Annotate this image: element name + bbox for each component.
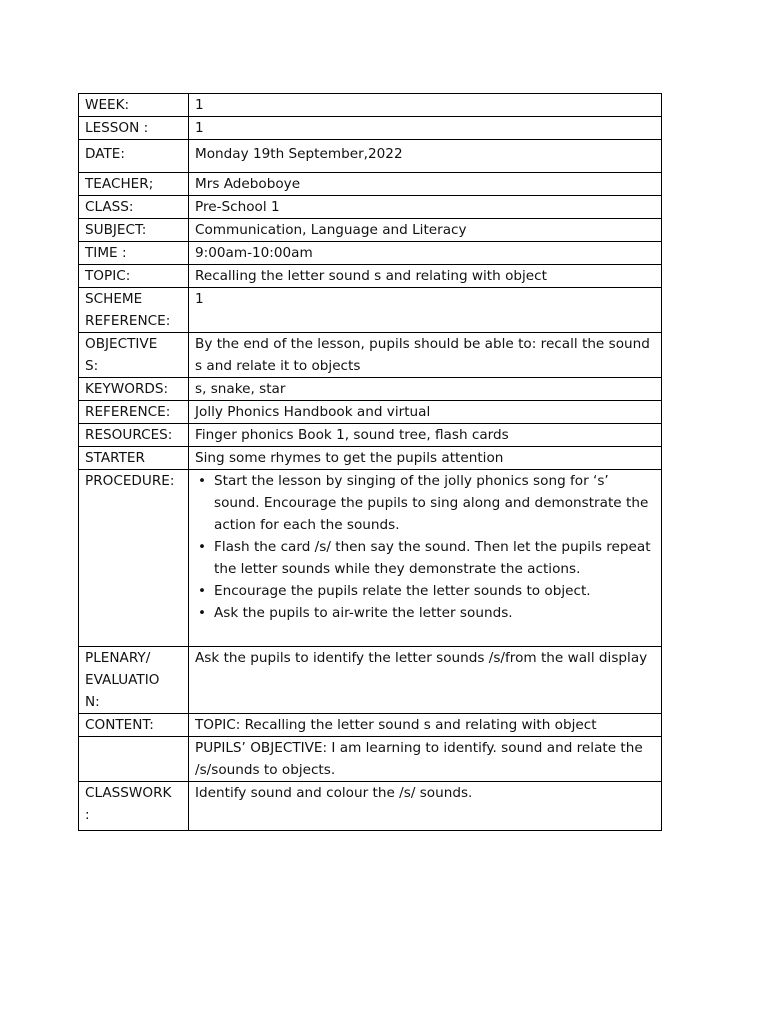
lesson-value: 1 [189, 117, 662, 140]
row-week [79, 94, 662, 117]
pupils-objective-value: PUPILS’ OBJECTIVE: I am learning to identify. sound and relate the /s/sounds to objects. [189, 737, 662, 782]
objectives-label [79, 333, 189, 378]
resources-label: RESOURCES: [79, 424, 189, 447]
plenary-label [79, 647, 189, 714]
reference-value: Jolly Phonics Handbook and virtual [189, 401, 662, 424]
row-subject [79, 219, 662, 242]
content-label: CONTENT: [79, 714, 189, 737]
row-class [79, 196, 662, 219]
date-label [79, 140, 189, 173]
plenary-label-line2: EVALUATIO [85, 672, 160, 688]
procedure-item: • Ask the pupils to air-write the letter sounds. [214, 602, 655, 624]
plenary-label-line3: N: [85, 694, 100, 710]
scheme-reference-label [79, 288, 189, 333]
date-label-text: DATE: [85, 146, 125, 162]
row-teacher [79, 173, 662, 196]
teacher-value: Mrs Adeboboye [189, 173, 662, 196]
subject-value: Communication, Language and Literacy [189, 219, 662, 242]
pupils-objective-label [79, 737, 189, 782]
row-content [79, 714, 662, 737]
topic-value: Recalling the letter sound s and relating with object [189, 265, 662, 288]
week-label: WEEK: [79, 94, 189, 117]
procedure-label: PROCEDURE: [79, 470, 189, 647]
objectives-label-line2: S: [85, 358, 99, 374]
class-label: CLASS: [79, 196, 189, 219]
starter-value: Sing some rhymes to get the pupils attention [189, 447, 662, 470]
lesson-plan-table [78, 93, 662, 831]
procedure-item: • Start the lesson by singing of the jolly phonics song for ‘s’ sound. Encourage the pupils to sing along and demonstrate the action for each the sounds. [214, 470, 655, 536]
week-value: 1 [189, 94, 662, 117]
classwork-label [79, 782, 189, 831]
time-label: TIME : [79, 242, 189, 265]
row-classwork [79, 782, 662, 831]
row-plenary [79, 647, 662, 714]
row-keywords [79, 378, 662, 401]
row-pupils-objective [79, 737, 662, 782]
class-value: Pre-School 1 [189, 196, 662, 219]
scheme-label-line1: SCHEME [85, 291, 143, 307]
row-time [79, 242, 662, 265]
content-value: TOPIC: Recalling the letter sound s and relating with object [189, 714, 662, 737]
classwork-label-line1: CLASSWORK [85, 785, 172, 801]
row-resources [79, 424, 662, 447]
plenary-label-line1: PLENARY/ [85, 650, 151, 666]
row-topic [79, 265, 662, 288]
date-value-text: Monday 19th September,2022 [195, 146, 403, 162]
teacher-label: TEACHER; [79, 173, 189, 196]
scheme-label-line2: REFERENCE: [85, 313, 171, 329]
scheme-reference-value: 1 [189, 288, 662, 333]
objectives-value: By the end of the lesson, pupils should be able to: recall the sound s and relate it to objects [189, 333, 662, 378]
classwork-value: Identify sound and colour the /s/ sounds. [189, 782, 662, 831]
row-scheme-reference [79, 288, 662, 333]
row-lesson [79, 117, 662, 140]
procedure-item: • Encourage the pupils relate the letter sounds to object. [214, 580, 655, 602]
classwork-label-line2: : [85, 807, 90, 823]
procedure-item: • Flash the card /s/ then say the sound. Then let the pupils repeat the letter sounds while they demonstrate the actions. [214, 536, 655, 580]
keywords-label: KEYWORDS: [79, 378, 189, 401]
procedure-list [195, 470, 655, 624]
procedure-value [189, 470, 662, 647]
starter-label: STARTER [79, 447, 189, 470]
reference-label: REFERENCE: [79, 401, 189, 424]
subject-label: SUBJECT: [79, 219, 189, 242]
row-objectives [79, 333, 662, 378]
row-date [79, 140, 662, 173]
topic-label: TOPIC: [79, 265, 189, 288]
resources-value: Finger phonics Book 1, sound tree, flash cards [189, 424, 662, 447]
keywords-value: s, snake, star [189, 378, 662, 401]
row-reference [79, 401, 662, 424]
row-procedure [79, 470, 662, 647]
objectives-label-line1: OBJECTIVE [85, 336, 158, 352]
lesson-label: LESSON : [79, 117, 189, 140]
time-value: 9:00am-10:00am [189, 242, 662, 265]
row-starter [79, 447, 662, 470]
plenary-value: Ask the pupils to identify the letter sounds /s/from the wall display [189, 647, 662, 714]
date-value [189, 140, 662, 173]
